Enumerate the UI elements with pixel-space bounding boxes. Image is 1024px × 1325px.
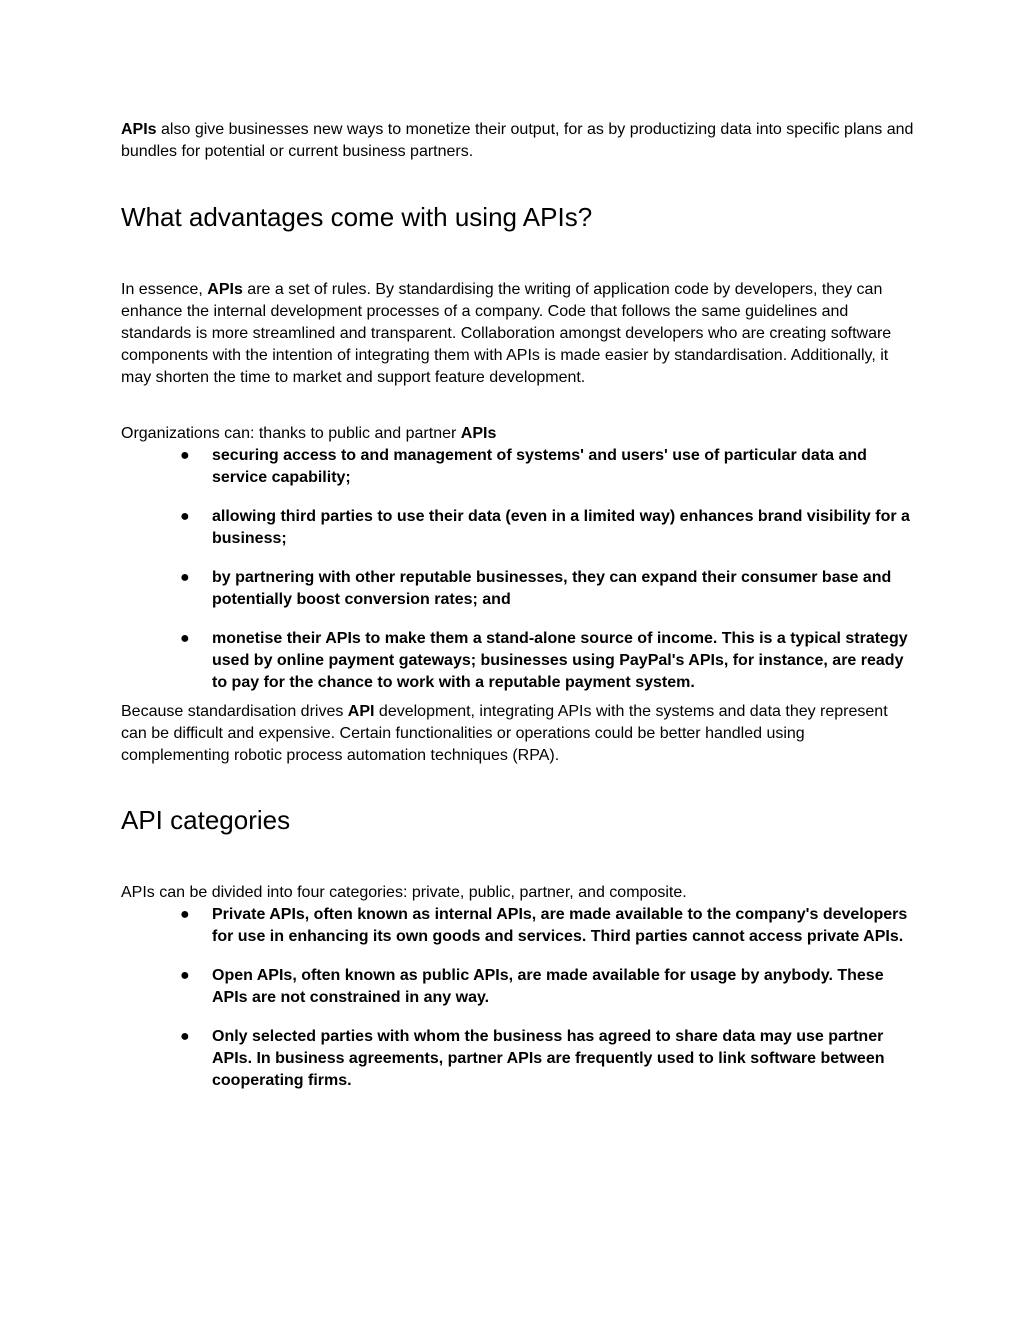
benefits-list	[121, 445, 914, 694]
list-item-text: monetise their APIs to make them a stand-alone source of income. This is a typical strategy used by online payment gateways; businesses using PayPal's APIs, for instance, are ready to pay for the chance to work with a reputable payment system.	[212, 630, 908, 691]
list-item	[180, 445, 914, 489]
bullet-icon: ●	[180, 967, 190, 984]
essence-bold-term: APIs	[207, 281, 243, 298]
essence-paragraph	[121, 279, 914, 389]
heading-advantages: What advantages come with using APIs?	[121, 202, 593, 232]
bullet-icon: ●	[180, 508, 190, 525]
categories-intro-paragraph: APIs can be divided into four categories: private, public, partner, and composite.	[121, 884, 687, 901]
organizations-paragraph	[121, 423, 914, 445]
standardisation-post: development, integrating APIs with the systems and data they represent can be difficult and expensive. Certain functionalities or operations could be better handled using complementing robotic process automation techniques (RPA).	[121, 703, 888, 764]
organizations-pre: Organizations can: thanks to public and partner	[121, 425, 461, 442]
list-item-text: allowing third parties to use their data (even in a limited way) enhances brand visibility for a business;	[212, 508, 910, 547]
list-item	[180, 965, 914, 1009]
standardisation-pre: Because standardisation drives	[121, 703, 348, 720]
list-item-text: securing access to and management of systems' and users' use of particular data and service capability;	[212, 447, 867, 486]
list-item	[180, 628, 914, 694]
essence-post: are a set of rules. By standardising the writing of application code by developers, they can enhance the internal development processes of a company. Code that follows the same guidelines and standards is more streamlined and transparent. Collaboration amongst developers who are creating software components with the intention of integrating them with APIs is made easier by standardisation. Additionally, it may shorten the time to market and support feature development.	[121, 281, 892, 386]
list-item-text: Open APIs, often known as public APIs, are made available for usage by anybody. These APIs are not constrained in any way.	[212, 967, 884, 1006]
bullet-icon: ●	[180, 1028, 190, 1045]
list-item-text: by partnering with other reputable businesses, they can expand their consumer base and potentially boost conversion rates; and	[212, 569, 892, 608]
standardisation-paragraph	[121, 701, 914, 767]
bullet-icon: ●	[180, 630, 190, 647]
intro-bold-term: APIs	[121, 121, 157, 138]
list-item	[180, 567, 914, 611]
organizations-bold-term: APIs	[460, 425, 497, 442]
list-item	[180, 506, 914, 550]
heading-categories: API categories	[121, 805, 291, 835]
bullet-icon: ●	[180, 569, 190, 586]
categories-list	[121, 904, 914, 1092]
list-item-text: Private APIs, often known as internal APIs, are made available to the company's developers for use in enhancing its own goods and services. Third parties cannot access private APIs.	[212, 906, 908, 945]
list-item-text: Only selected parties with whom the business has agreed to share data may use partner APIs. In business agreements, partner APIs are frequently used to link software between cooperating firms.	[212, 1028, 885, 1089]
bullet-icon: ●	[180, 447, 190, 464]
intro-text: also give businesses new ways to monetize their output, for as by productizing data into specific plans and bundles for potential or current business partners.	[121, 121, 914, 160]
bullet-icon: ●	[180, 906, 190, 923]
essence-pre: In essence,	[121, 281, 208, 298]
list-item	[180, 1026, 914, 1092]
intro-paragraph	[121, 119, 914, 163]
list-item	[180, 904, 914, 948]
standardisation-bold-term: API	[347, 703, 375, 720]
